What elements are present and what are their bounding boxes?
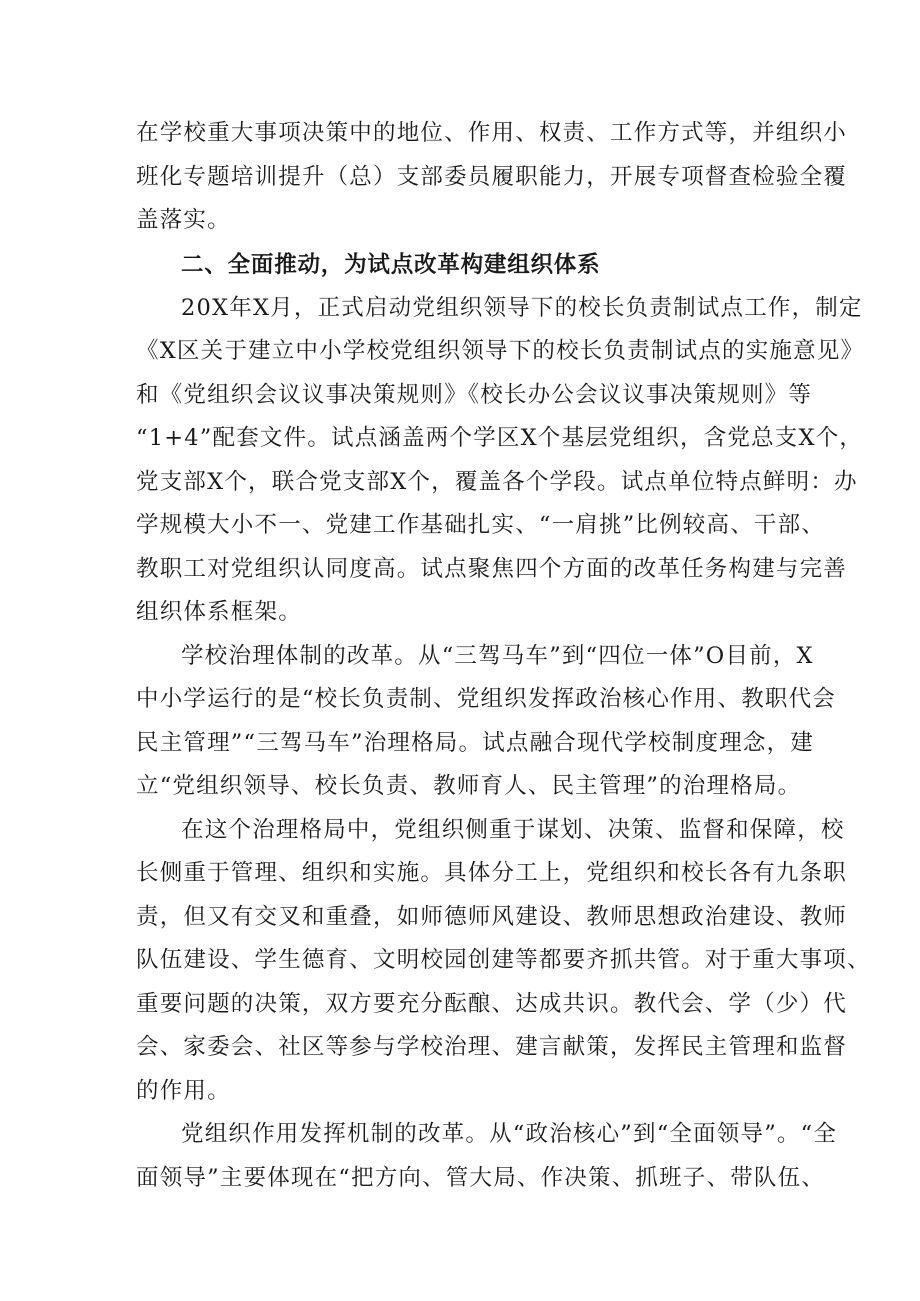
text-line: 20X年X月，正式启动党组织领导下的校长负责制试点工作，制定 [181,294,863,321]
text-line: 中小学运行的是“校长负责制、党组织发挥政治核心作用、教职代会 [136,686,837,712]
text-line: 会、家委会、社区等参与学校治理、建言献策，发挥民主管理和监督 [136,1034,848,1060]
text-line: 长侧重于管理、组织和实施。具体分工上，党组织和校长各有九条职 [136,860,848,886]
text-line: 学校治理体制的改革。从“三驾马车”到“四位一体”O目前，X [181,642,814,669]
document-body [136,112,871,1200]
text-line: 面领导”主要体现在“把方向、管大局、作决策、抓班子、带队伍、 [136,1164,826,1191]
text-line: 和《党组织会议议事决策规则》《校长办公会议议事决策规则》等 [136,381,813,408]
paragraph-intro-continued [136,112,848,243]
text-line: 立“党组织领导、校长负责、教师育人、民主管理”的治理格局。 [136,773,802,799]
text-line: 班化专题培训提升（总）支部委员履职能力，开展专项督查检验全覆 [136,163,848,190]
text-line: 组织体系框架。 [136,599,302,625]
text-line: 民主管理”“三驾马车”治理格局。试点融合现代学校制度理念，建 [136,729,815,756]
section-heading: 二、全面推动，为试点改革构建组织体系 [181,251,601,278]
paragraph-division-of-duties [136,809,871,1114]
paragraph-pilot-launch [136,287,865,635]
text-line: 党组织作用发挥机制的改革。从“政治核心”到“全面领导”。“全 [181,1121,838,1147]
text-line: 党支部X个，联合党支部X个，覆盖各个学段。试点单位特点鲜明：办 [136,468,858,495]
text-line: 盖落实。 [136,207,231,233]
text-line: 队伍建设、学生德育、文明校园创建等都要齐抓共管。对于重大事项、 [136,947,871,973]
text-line: 重要问题的决策，双方要充分酝酿、达成共识。教代会、学（少）代 [136,990,848,1017]
text-line: 责，但又有交叉和重叠，如师德师风建设、教师思想政治建设、教师 [136,903,848,930]
text-line: 在这个治理格局中，党组织侧重于谋划、决策、监督和保障，校 [181,816,845,843]
paragraph-governance-reform [136,635,837,809]
text-line: 的作用。 [136,1077,231,1104]
text-line: 教职工对党组织认同度高。试点聚焦四个方面的改革任务构建与完善 [136,555,848,582]
text-line: “1+4”配套文件。试点涵盖两个学区X个基层党组织，含党总支X个， [136,425,864,451]
text-line: 在学校重大事项决策中的地位、作用、权责、工作方式等，并组织小 [136,120,848,146]
paragraph-party-leadership [136,1113,838,1200]
text-line: 《X区关于建立中小学校党组织领导下的校长负责制试点的实施意见》 [136,338,865,364]
text-line: 学规模大小不一、党建工作基础扎实、“一肩挑”比例较高、干部、 [136,512,826,538]
